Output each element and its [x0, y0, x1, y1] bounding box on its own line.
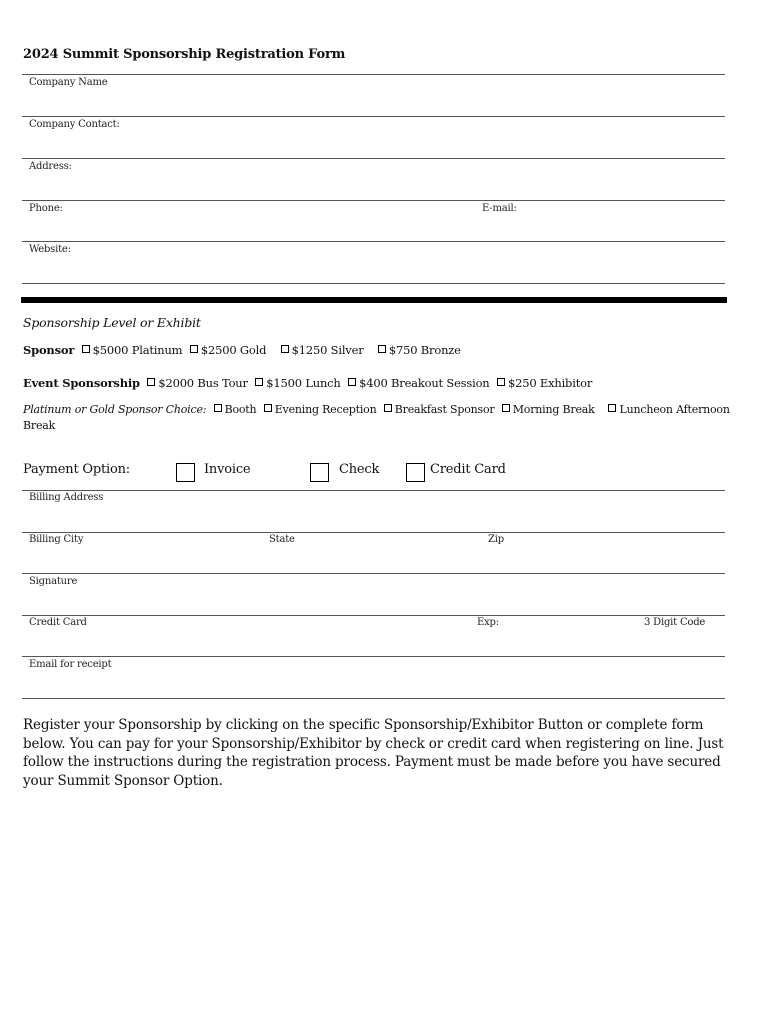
company-name-field[interactable]: Company Name: [29, 77, 108, 88]
divider: [22, 158, 725, 159]
sponsor-option: $2500 Gold: [200, 343, 267, 357]
address-field[interactable]: Address:: [29, 161, 72, 172]
sponsor-row: [23, 343, 461, 357]
choice-option: Luncheon Afternoon: [619, 403, 730, 416]
checkbox-icon[interactable]: [255, 378, 263, 386]
code-field[interactable]: 3 Digit Code: [644, 617, 706, 628]
billing-address-field[interactable]: Billing Address: [29, 492, 104, 503]
choice-option: Morning Break: [512, 403, 595, 416]
choice-row: [23, 403, 730, 416]
sponsor-option: $5000 Platinum: [92, 343, 183, 357]
form-title: 2024 Summit Sponsorship Registration Form: [23, 47, 346, 62]
billing-city-field[interactable]: Billing City: [29, 534, 84, 545]
invoice-label: Invoice: [204, 462, 251, 477]
divider: [22, 490, 725, 491]
divider: [22, 573, 725, 574]
checkbox-icon[interactable]: [214, 404, 222, 412]
choice-label: Platinum or Gold Sponsor Choice:: [23, 403, 207, 416]
checkbox-icon[interactable]: [348, 378, 356, 386]
company-contact-field[interactable]: Company Contact:: [29, 119, 120, 130]
divider: [22, 656, 725, 657]
checkbox-icon[interactable]: [147, 378, 155, 386]
choice-option: Booth: [224, 403, 257, 416]
divider: [22, 615, 725, 616]
phone-field[interactable]: Phone:: [29, 203, 63, 214]
invoice-checkbox[interactable]: [176, 463, 195, 482]
sponsor-option: $1250 Silver: [291, 343, 364, 357]
checkbox-icon[interactable]: [190, 345, 198, 353]
checkbox-icon[interactable]: [264, 404, 272, 412]
divider: [22, 698, 725, 699]
choice-wrap: Break: [23, 419, 56, 432]
choice-option: Evening Reception: [274, 403, 377, 416]
sponsor-option: $750 Bronze: [388, 343, 461, 357]
event-label: Event Sponsorship: [23, 376, 140, 390]
website-field[interactable]: Website:: [29, 244, 71, 255]
divider: [22, 241, 725, 242]
check-label: Check: [339, 462, 380, 477]
checkbox-icon[interactable]: [502, 404, 510, 412]
payment-label: Payment Option:: [23, 462, 130, 477]
instructions-text: Register your Sponsorship by clicking on the specific Sponsorship/Exhibitor Button or complete form below. You can pay for your Sponsorship/Exhibitor by check or credit card when registering on line. Just follow the instructions during the registration process. Payment must be made before you have secured your Summit Sponsor Option.: [23, 717, 724, 789]
zip-field[interactable]: Zip: [488, 534, 504, 545]
email-receipt-field[interactable]: Email for receipt: [29, 659, 112, 670]
sponsor-label: Sponsor: [23, 343, 75, 357]
exp-field[interactable]: Exp:: [477, 617, 499, 628]
signature-field[interactable]: Signature: [29, 576, 78, 587]
credit-card-label: Credit Card: [430, 462, 506, 477]
credit-card-checkbox[interactable]: [406, 463, 425, 482]
checkbox-icon[interactable]: [497, 378, 505, 386]
instructions-paragraph: [23, 716, 728, 790]
event-option: $400 Breakout Session: [359, 376, 490, 390]
email-field[interactable]: E-mail:: [482, 203, 517, 214]
divider: [22, 116, 725, 117]
event-option: $250 Exhibitor: [507, 376, 593, 390]
divider: [22, 283, 725, 284]
choice-option: Breakfast Sponsor: [394, 403, 495, 416]
checkbox-icon[interactable]: [608, 404, 616, 412]
checkbox-icon[interactable]: [281, 345, 289, 353]
section-divider: [21, 297, 727, 303]
checkbox-icon[interactable]: [82, 345, 90, 353]
state-field[interactable]: State: [269, 534, 295, 545]
checkbox-icon[interactable]: [378, 345, 386, 353]
divider: [22, 74, 725, 75]
event-option: $2000 Bus Tour: [158, 376, 248, 390]
event-row: [23, 376, 592, 390]
check-checkbox[interactable]: [310, 463, 329, 482]
divider: [22, 200, 725, 201]
divider: [22, 532, 725, 533]
event-option: $1500 Lunch: [266, 376, 341, 390]
credit-card-field[interactable]: Credit Card: [29, 617, 87, 628]
checkbox-icon[interactable]: [384, 404, 392, 412]
section-title: Sponsorship Level or Exhibit: [23, 315, 201, 330]
